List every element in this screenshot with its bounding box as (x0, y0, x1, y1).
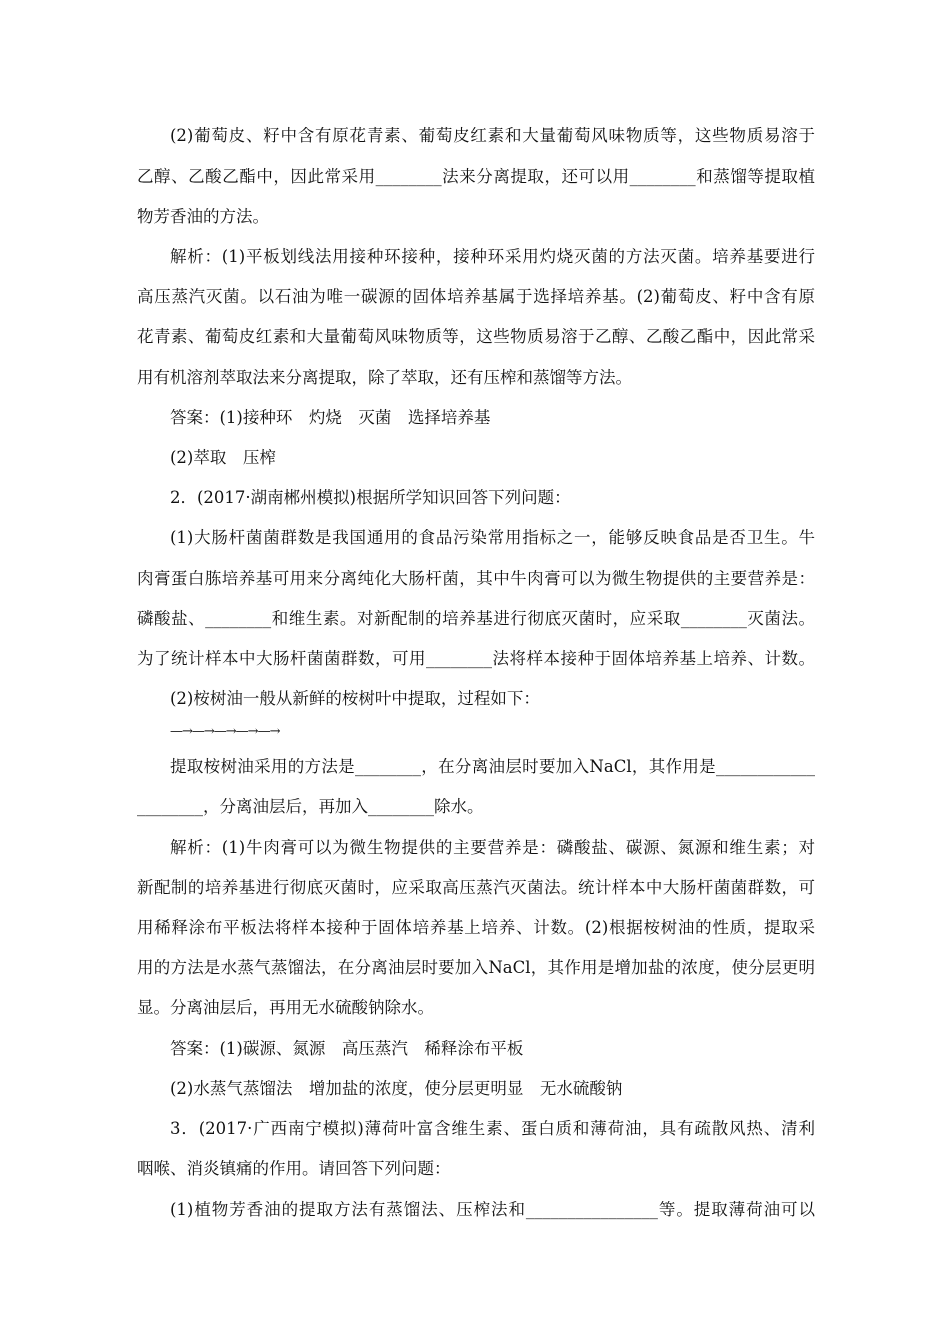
text-line: 高压蒸汽灭菌。以石油为唯一碳源的固体培养基属于选择培养基。(2)葡萄皮、籽中含有原 (137, 287, 815, 306)
text-line: 新配制的培养基进行彻底灭菌时，应采取高压蒸汽灭菌法。统计样本中大肠杆菌菌群数，可 (137, 878, 815, 897)
text-line: 磷酸盐、________和维生素。对新配制的培养基进行彻底灭菌时，应采取________灭菌法。 (137, 609, 815, 628)
process-arrows: —→—→—→—→—→ (170, 724, 280, 739)
text-line: 咽喉、消炎镇痛的作用。请回答下列问题： (137, 1159, 451, 1178)
text-line: (1)植物芳香油的提取方法有蒸馏法、压榨法和________________等。提取薄荷油可以 (170, 1200, 815, 1219)
answer-line: (2)萃取 压榨 (170, 448, 276, 467)
answer-line: 答案：(1)接种环 灼烧 灭菌 选择培养基 (170, 408, 491, 427)
text-line: (2)葡萄皮、籽中含有原花青素、葡萄皮红素和大量葡萄风味物质等，这些物质易溶于 (170, 126, 815, 145)
text-line: 用有机溶剂萃取法来分离提取，除了萃取，还有压榨和蒸馏等方法。 (137, 368, 632, 387)
text-line: 乙醇、乙酸乙酯中，因此常采用________法来分离提取，还可以用________和蒸馏等提取植 (137, 167, 815, 186)
text-line: ________，分离油层后，再加入________除水。 (137, 797, 484, 816)
text-line: 为了统计样本中大肠杆菌菌群数，可用________法将样本接种于固体培养基上培养、计数。 (137, 649, 815, 668)
text-line: 提取桉树油采用的方法是________，在分离油层时要加入NaCl，其作用是____________ (170, 757, 815, 776)
answer-line: 答案：(1)碳源、氮源 高压蒸汽 稀释涂布平板 (170, 1039, 524, 1058)
question-heading: 2．(2017·湖南郴州模拟)根据所学知识回答下列问题： (170, 488, 571, 507)
question-heading: 3．(2017·广西南宁模拟)薄荷叶富含维生素、蛋白质和薄荷油，具有疏散风热、清利 (170, 1119, 815, 1138)
text-line: 肉膏蛋白胨培养基可用来分离纯化大肠杆菌，其中牛肉膏可以为微生物提供的主要营养是： (137, 569, 815, 588)
text-line: 用的方法是水蒸气蒸馏法，在分离油层时要加入NaCl，其作用是增加盐的浓度，使分层更明 (137, 958, 815, 977)
text-line: 显。分离油层后，再用无水硫酸钠除水。 (137, 998, 434, 1017)
text-line: 解析：(1)平板划线法用接种环接种，接种环采用灼烧灭菌的方法灭菌。培养基要进行 (170, 247, 815, 266)
text-line: 用稀释涂布平板法将样本接种于固体培养基上培养、计数。(2)根据桉树油的性质，提取采 (137, 918, 815, 937)
text-line: 花青素、葡萄皮红素和大量葡萄风味物质等，这些物质易溶于乙醇、乙酸乙酯中，因此常采 (137, 327, 815, 346)
text-line: (2)桉树油一般从新鲜的桉树叶中提取，过程如下： (170, 689, 540, 708)
text-line: 解析：(1)牛肉膏可以为微生物提供的主要营养是：磷酸盐、碳源、氮源和维生素；对 (170, 838, 815, 857)
answer-line: (2)水蒸气蒸馏法 增加盐的浓度，使分层更明显 无水硫酸钠 (170, 1079, 623, 1098)
text-line: 物芳香油的方法。 (137, 207, 269, 226)
text-line: (1)大肠杆菌菌群数是我国通用的食品污染常用指标之一，能够反映食品是否卫生。牛 (170, 528, 815, 547)
